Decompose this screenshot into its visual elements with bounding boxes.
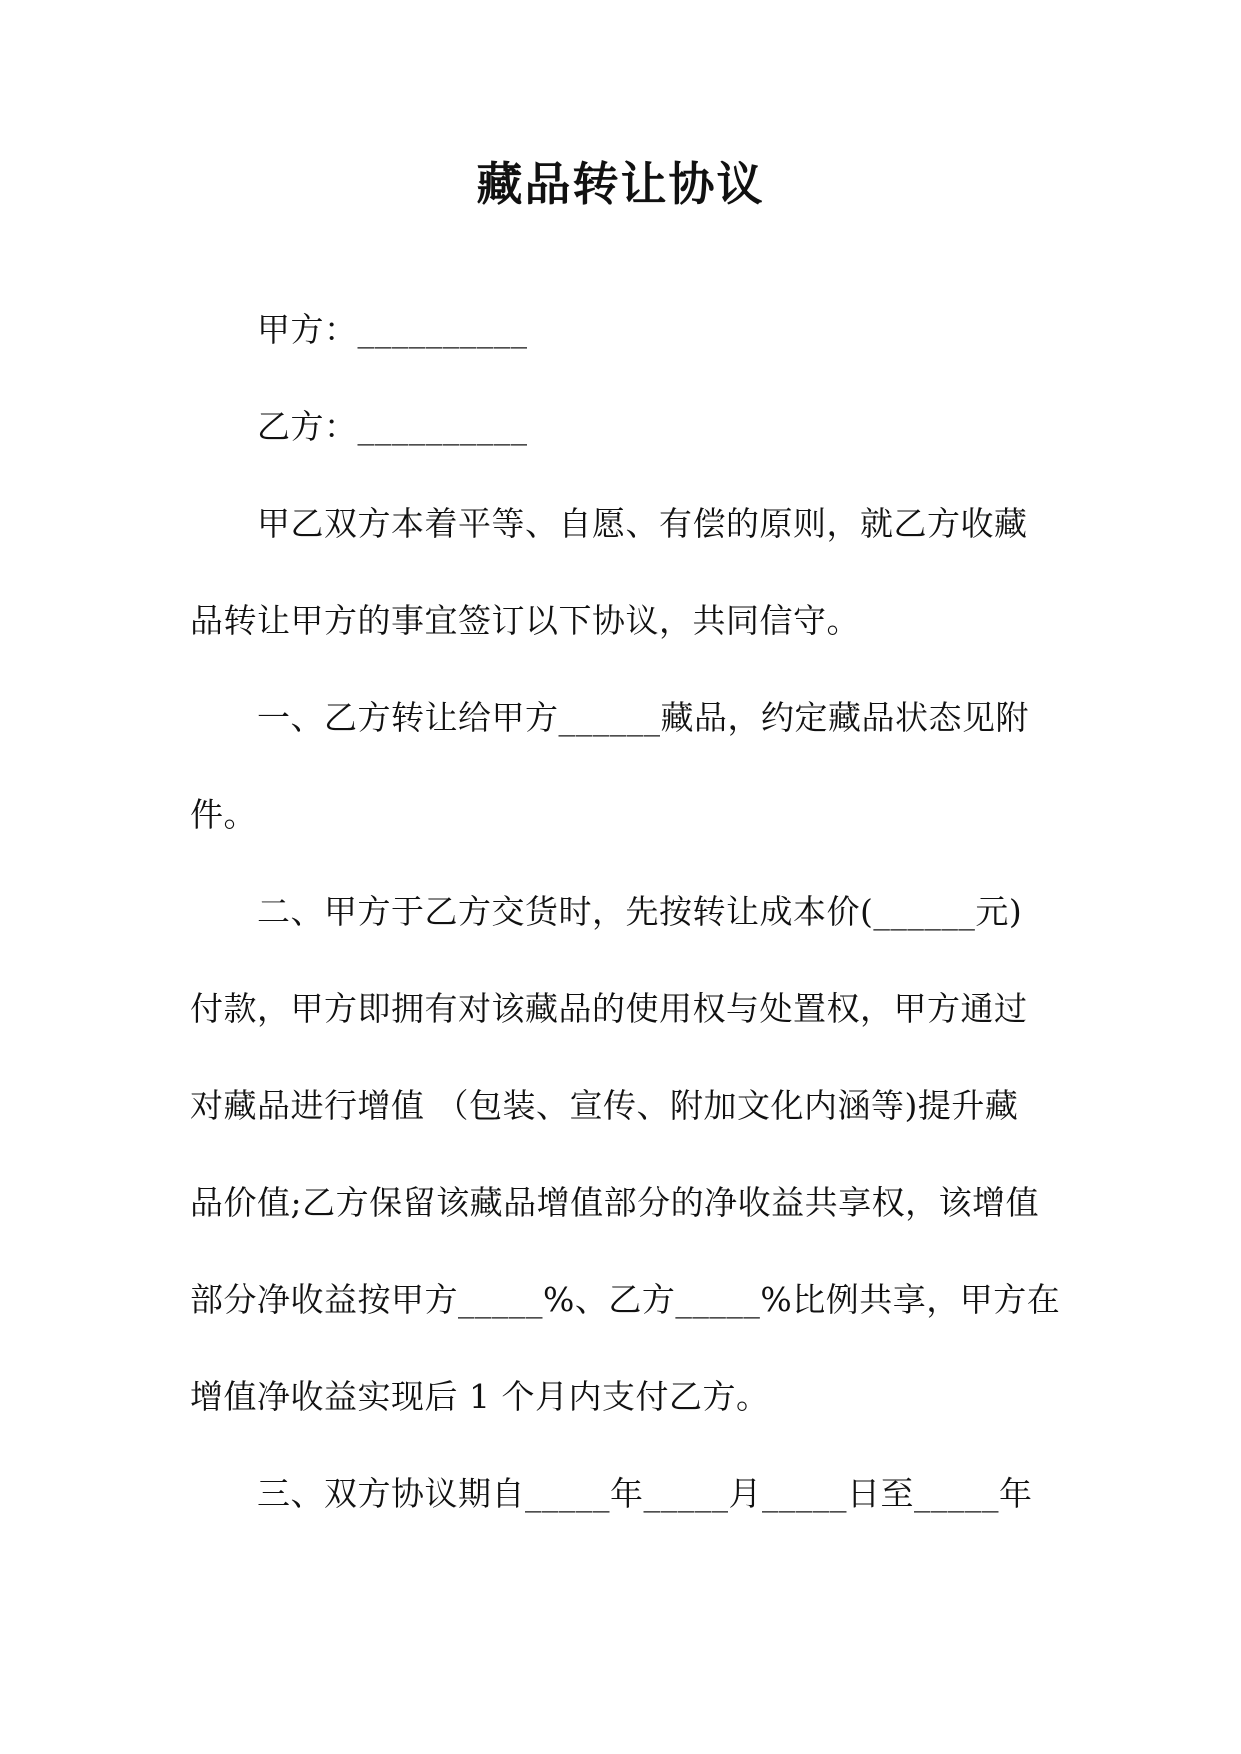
document-title: 藏品转让协议 [476, 157, 765, 211]
clause-2-line-1: 二、甲方于乙方交货时，先按转让成本价(______元) [257, 892, 1023, 931]
preamble-line-1: 甲乙双方本着平等、自愿、有偿的原则，就乙方收藏 [257, 504, 1028, 543]
party-a-line: 甲方：__________ [257, 310, 528, 349]
clause-2-line-2: 付款，甲方即拥有对该藏品的使用权与处置权，甲方通过 [190, 989, 1028, 1028]
party-b-line: 乙方：__________ [257, 407, 528, 446]
clause-2-line-4: 品价值;乙方保留该藏品增值部分的净收益共享权，该增值 [190, 1183, 1040, 1222]
preamble-line-2: 品转让甲方的事宜签订以下协议，共同信守。 [190, 601, 860, 640]
clause-1-line-2: 件。 [190, 795, 257, 834]
clause-2-line-3: 对藏品进行增值 （包装、宣传、附加文化内涵等)提升藏 [190, 1086, 1019, 1125]
clause-3-line-1: 三、双方协议期自_____年_____月_____日至_____年 [257, 1474, 1033, 1513]
clause-1-line-1: 一、乙方转让给甲方______藏品，约定藏品状态见附 [257, 698, 1029, 737]
clause-2-line-5: 部分净收益按甲方_____%、乙方_____%比例共享，甲方在 [190, 1280, 1061, 1319]
clause-2-line-6: 增值净收益实现后 1 个月内支付乙方。 [190, 1377, 770, 1416]
